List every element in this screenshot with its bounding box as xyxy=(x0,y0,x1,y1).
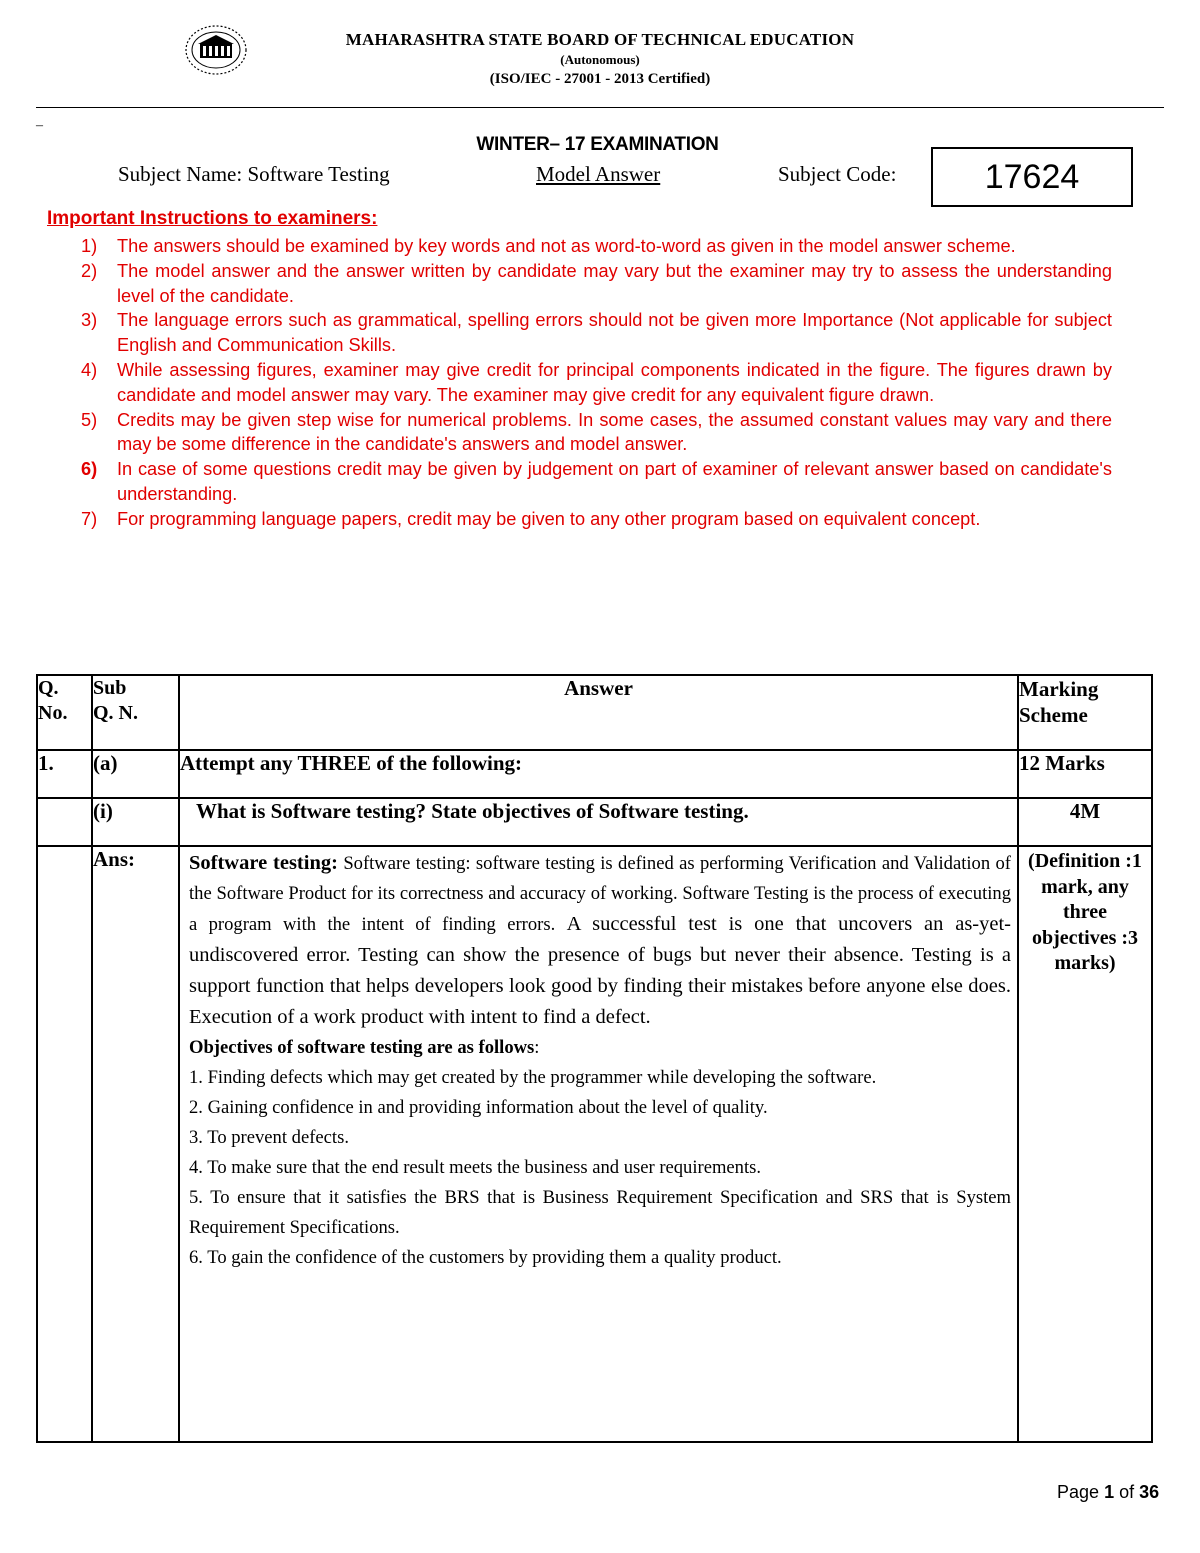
instruction-item: 6) In case of some questions credit may be given by judgement on part of examiner of relevant answer based on candidate's understanding. xyxy=(81,459,1112,504)
dash-mark: – xyxy=(36,118,43,133)
sub-q-cell: (a) xyxy=(92,750,179,798)
definition-rest: A successful test is one that uncovers an as-yet-undiscovered error. Testing can show the presence of bugs but never their absence. Testing is a support function that helps developers look good by finding their mistakes before anyone else does. Execution of a work product with intent to find a defect. xyxy=(189,913,1012,1028)
page-footer xyxy=(1057,1482,1159,1503)
answer-table xyxy=(36,674,1153,1443)
answer-header: Answer xyxy=(179,675,1018,750)
list-item: 3. To prevent defects. xyxy=(189,1127,349,1148)
subject-name: Subject Name: Software Testing xyxy=(118,162,390,186)
table-row xyxy=(37,846,1152,1442)
subject-code-label: Subject Code: xyxy=(778,162,897,186)
list-item: 1. Finding defects which may get created by the programmer while developing the software. xyxy=(189,1067,877,1088)
definition-label: Software testing: xyxy=(189,852,338,874)
list-item: 5. To ensure that it satisfies the BRS that is Business Requirement Specification and SRS that is System Requirement Specifications. xyxy=(189,1187,1011,1238)
certification-label: (ISO/IEC - 27001 - 2013 Certified) xyxy=(489,71,711,87)
definition-lead: Software testing: software testing is defined as performing Verification and Validation of the Software Product for its correctness and accuracy of working. Software Testing is the process of executing a program with the intent of finding errors. xyxy=(189,853,1011,935)
page-total: 36 xyxy=(1139,1482,1160,1502)
question-cell: Attempt any THREE of the following: xyxy=(179,750,1018,798)
subject-code-box xyxy=(931,147,1133,207)
board-name: MAHARASHTRA STATE BOARD OF TECHNICAL EDUCATION xyxy=(345,30,855,49)
objectives-heading: Objectives of software testing are as follows: xyxy=(189,1037,540,1058)
table-row xyxy=(37,750,1152,798)
table-header-row xyxy=(37,675,1152,750)
list-item: 4. To make sure that the end result meets the business and user requirements. xyxy=(189,1157,762,1178)
answer-cell xyxy=(179,846,1018,1442)
model-answer-label: Model Answer xyxy=(536,162,661,186)
marks-cell xyxy=(1018,846,1152,1442)
subject-code-value: 17624 xyxy=(984,157,1080,196)
exam-title: WINTER– 17 EXAMINATION xyxy=(476,134,719,155)
marks-cell: 12 Marks xyxy=(1018,750,1152,798)
page-word: Page xyxy=(1057,1482,1100,1502)
table-row xyxy=(37,798,1152,846)
q-no-header: Q. No. xyxy=(37,675,92,750)
of-word: of xyxy=(1119,1482,1135,1502)
marks-cell: 4M xyxy=(1018,798,1152,846)
board-header xyxy=(230,30,970,88)
list-item: 6. To gain the confidence of the customers by providing them a quality product. xyxy=(189,1247,782,1268)
q-no-cell: 1. xyxy=(37,750,92,798)
marks-note: (Definition :1 mark, any three objectives :3 marks) xyxy=(1028,850,1142,974)
definition-paragraph xyxy=(189,848,1011,1033)
header-divider xyxy=(36,107,1164,108)
sub-q-cell: Ans: xyxy=(92,846,179,1442)
sub-q-cell: (i) xyxy=(92,798,179,846)
instruction-item: 4) While assessing figures, examiner may give credit for principal components indicated in the figure. The figures drawn by candidate and model answer may vary. The examiner may give credit for any equivalent figure drawn. xyxy=(81,359,1112,405)
marking-scheme-header: Marking Scheme xyxy=(1018,675,1152,750)
instruction-item: 3) The language errors such as grammatical, spelling errors should not be given more Importance (Not applicable for subject English and Communication Skills. xyxy=(81,310,1112,356)
page-current: 1 xyxy=(1104,1482,1115,1502)
q-no-cell xyxy=(37,798,92,846)
instruction-item: 5) Credits may be given step wise for numerical problems. In some cases, the assumed constant values may vary and there may be some difference in the candidate's answers and model answer. xyxy=(81,409,1112,455)
answer-body xyxy=(180,847,1017,1273)
instruction-item: 7) For programming language papers, credit may be given to any other program based on equivalent concept. xyxy=(81,508,981,529)
autonomous-label: (Autonomous) xyxy=(560,52,640,67)
list-item: 2. Gaining confidence in and providing information about the level of quality. xyxy=(189,1097,768,1118)
instruction-item: 2) The model answer and the answer written by candidate may vary but the examiner may try to assess the understanding level of the candidate. xyxy=(81,260,1112,306)
instructions-title: Important Instructions to examiners: xyxy=(47,208,378,229)
question-cell: What is Software testing? State objectives of Software testing. xyxy=(179,798,1018,846)
instructions-list xyxy=(60,234,1112,532)
q-no-cell xyxy=(37,846,92,1442)
instruction-item: 1) The answers should be examined by key words and not as word-to-word as given in the model answer scheme. xyxy=(81,236,1016,256)
sub-q-header: Sub Q. N. xyxy=(92,675,179,750)
